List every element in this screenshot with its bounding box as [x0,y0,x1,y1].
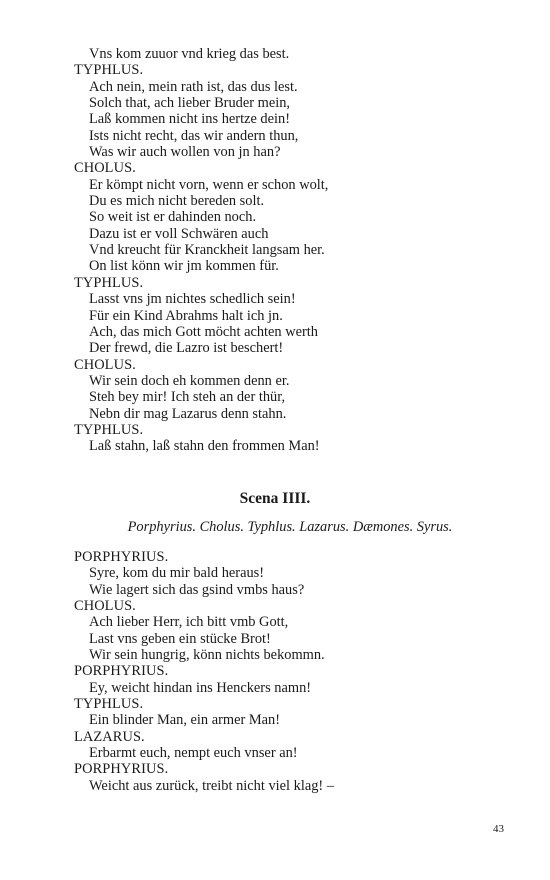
speaker-name: CHOLUS. [74,356,136,373]
verse-line: Ach nein, mein rath ist, das dus lest. [89,78,298,95]
verse-line: Du es mich nicht bereden solt. [89,193,265,210]
verse-line: Wir sein hungrig, könn nichts bekommn. [89,647,325,664]
speaker-name: TYPHLUS. [74,274,144,291]
verse-line: Ey, weicht hindan ins Henckers namn! [89,679,312,696]
verse-line: Erbarmt euch, nempt euch vnser an! [89,745,298,762]
verse-line: Nebn dir mag Lazarus denn stahn. [89,405,287,422]
dialogue-block-lower [74,549,494,794]
verse-line: Dazu ist er voll Schwären auch [89,225,269,242]
verse-line: Solch that, ach lieber Bruder mein, [89,95,291,112]
page-number: 43 [493,823,504,835]
verse-line: Syre, kom du mir bald heraus! [89,565,265,582]
verse-line: Vnd kreucht für Kranckheit langsam her. [89,242,325,259]
verse-line: Ists nicht recht, das wir andern thun, [89,127,299,144]
speaker-name: TYPHLUS. [74,62,144,79]
scene-heading: Scena IIII. [239,490,311,507]
verse-line: Laß stahn, laß stahn den frommen Man! [89,438,320,455]
speaker-name: PORPHYRIUS. [74,663,169,680]
verse-line: Für ein Kind Abrahms halt ich jn. [89,307,283,324]
speaker-name: CHOLUS. [74,160,136,177]
verse-line: Steh bey mir! Ich steh an der thür, [89,389,286,406]
verse-line: Weicht aus zurück, treibt nicht viel klag! – [89,777,334,794]
verse-line: So weit ist er dahinden noch. [89,209,257,226]
speaker-name: PORPHYRIUS. [74,761,169,778]
verse-line: Wie lagert sich das gsind vmbs haus? [89,581,305,598]
speaker-name: CHOLUS. [74,598,136,615]
verse-line: Ach, das mich Gott möcht achten werth [89,323,318,340]
verse-line: Der frewd, die Lazro ist beschert! [89,340,284,357]
verse-line: Ach lieber Herr, ich bitt vmb Gott, [89,614,289,631]
dialogue-block-upper [74,46,494,455]
speaker-name: TYPHLUS. [74,421,144,438]
verse-line: Er kömpt nicht vorn, wenn er schon wolt, [89,176,329,193]
verse-line: Vns kom zuuor vnd krieg das best. [89,46,290,62]
cast-list: Porphyrius. Cholus. Typhlus. Lazarus. Dæmones. Syrus. [127,519,453,535]
speaker-name: PORPHYRIUS. [74,549,169,565]
verse-line: Lasst vns jm nichtes schedlich sein! [89,291,296,308]
verse-line: Wir sein doch eh kommen denn er. [89,372,290,389]
verse-line: Last vns geben ein stücke Brot! [89,630,271,647]
speaker-name: LAZARUS. [74,728,145,745]
verse-line: Was wir auch wollen von jn han? [89,144,281,161]
verse-line: On list könn wir jm kommen für. [89,258,279,275]
verse-line: Ein blinder Man, ein armer Man! [89,712,281,729]
speaker-name: TYPHLUS. [74,696,144,713]
verse-line: Laß kommen nicht ins hertze dein! [89,111,291,128]
